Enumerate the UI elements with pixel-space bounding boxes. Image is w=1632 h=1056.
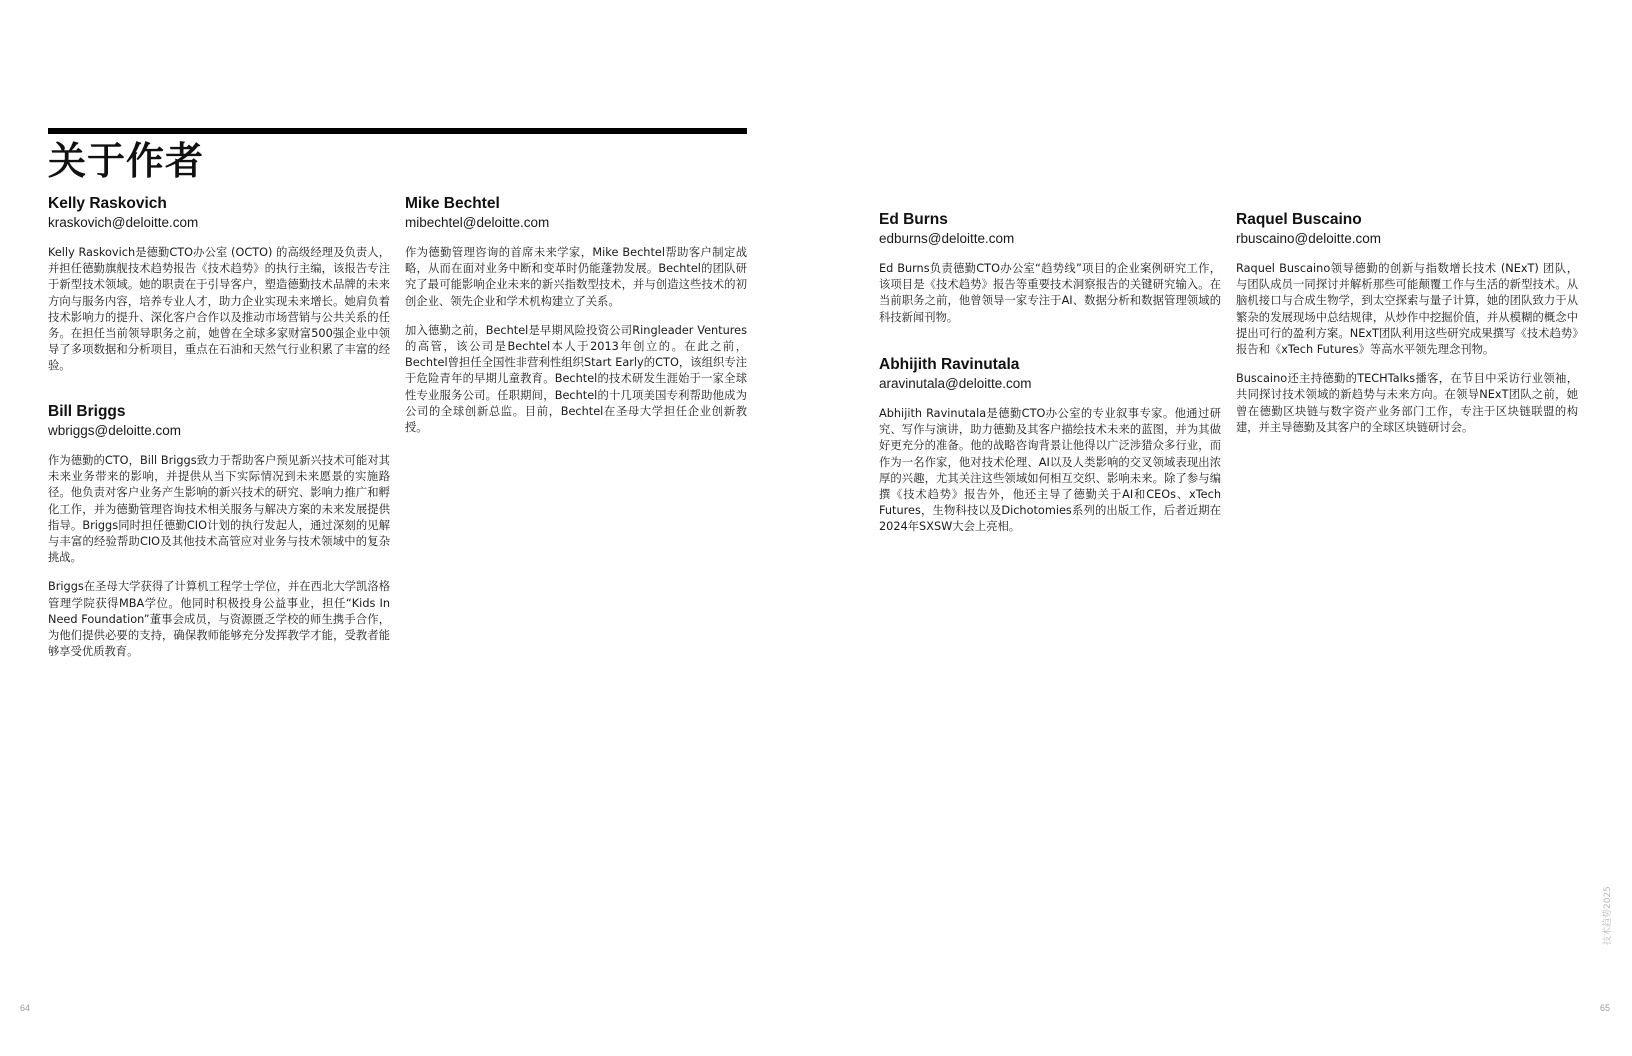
author-email[interactable]: rbuscaino@deloitte.com: [1236, 231, 1382, 246]
author-bio: 加入德勤之前，Bechtel是早期风险投资公司Ringleader Ventures的高管，该公司是Bechtel本人于2013年创立的。在此之前，Bechtel曾担任全国性非营利性组织Start Early的CTO，该组织专注于危险青年的早期儿童教育。Bechtel的技术研发生涯始于一家全球性专业服务公司。任职期间，Bechtel的十几项美国专利帮助他成为公司的全球创新总监。目前，Bechtel在圣母大学担任企业创新教授。: [405, 323, 747, 435]
author-bio: Kelly Raskovich是德勤CTO办公室 (OCTO) 的高级经理及负责人，并担任德勤旗舰技术趋势报告《技术趋势》的执行主编，该报告专注于新型技术领域。她的职责在于引导客户，塑造德勤技术品牌的未来方向与服务内容，培养专业人才，助力企业实现未来增长。她肩负着技术影响力的提升、深化客户合作以及推动市场营销与公共关系的任务。在担任当前领导职务之前，她曾在全球多家财富500强企业中领导了多项数据和分析项目，重点在石油和天然气行业积累了丰富的经验。: [48, 246, 390, 373]
author-abhijith-ravinutala: [879, 355, 1221, 549]
author-bio: Ed Burns负责德勤CTO办公室“趋势线”项目的企业案例研究工作，该项目是《技术趋势》报告等重要技术洞察报告的关键研究输入。在当前职务之前，他曾领导一家专注于AI、数据分析和数据管理领域的科技新闻刊物。: [879, 262, 1221, 324]
author-email[interactable]: mibechtel@deloitte.com: [405, 215, 550, 230]
side-running-label: 技术趋势2025: [1603, 886, 1613, 945]
author-raquel-buscaino: [1236, 210, 1578, 449]
author-name: Kelly Raskovich: [48, 195, 167, 212]
author-bio: Raquel Buscaino领导德勤的创新与指数增长技术 (NExT) 团队，与团队成员一同探讨并解析那些可能颠覆工作与生活的新型技术。从脑机接口与合成生物学，到太空探索与量子计算，她的团队致力于从繁杂的发展现场中总结规律，从炒作中挖掘价值，并从模糊的概念中提出可行的盈利方案。NExT团队利用这些研究成果撰写《技术趋势》报告和《xTech Futures》等高水平领先理念刊物。: [1236, 262, 1578, 357]
author-bill-briggs: [48, 402, 390, 673]
author-email[interactable]: wbriggs@deloitte.com: [48, 423, 182, 438]
author-ed-burns: [879, 210, 1221, 339]
author-bio: Buscaino还主持德勤的TECHTalks播客，在节目中采访行业领袖，共同探讨技术领域的新趋势与未来方向。在领导NExT团队之前，她曾在德勤区块链与数字资产业务部门工作，专注于区块链联盟的构建，并主导德勤及其客户的全球区块链研讨会。: [1236, 372, 1578, 434]
author-name: Bill Briggs: [48, 403, 126, 420]
author-email[interactable]: edburns@deloitte.com: [879, 231, 1015, 246]
title-rule: [48, 128, 747, 134]
author-name: Mike Bechtel: [405, 195, 500, 212]
author-bio: Briggs在圣母大学获得了计算机工程学士学位，并在西北大学凯洛格管理学院获得MBA学位。他同时积极投身公益事业，担任“Kids In Need Foundation”董事会成员，与资源匮乏学校的师生携手合作，为他们提供必要的支持，确保教师能够充分发挥教学才能，受教者能够享受优质教育。: [48, 580, 390, 659]
left-page-number: 64: [20, 1003, 31, 1013]
author-bio: Abhijith Ravinutala是德勤CTO办公室的专业叙事专家。他通过研究、写作与演讲，助力德勤及其客户描绘技术未来的蓝图，并为其做好更充分的准备。他的战略咨询背景让他得以广泛涉猎众多行业，而作为一名作家，他对技术伦理、AI以及人类影响的交叉领域表现出浓厚的兴趣，尤其关注这些领域如何相互交织、影响未来。除了参与编撰《技术趋势》报告外，他还主导了德勤关于AI和CEOs、xTech Futures，生物科技以及Dichotomies系列的出版工作，后者近期在2024年SXSW大会上亮相。: [879, 407, 1221, 534]
author-email[interactable]: kraskovich@deloitte.com: [48, 215, 199, 230]
author-email[interactable]: aravinutala@deloitte.com: [879, 376, 1032, 391]
author-name: Ed Burns: [879, 211, 948, 228]
right-page-number: 65: [1600, 1003, 1611, 1013]
author-bio: 作为德勤的CTO，Bill Briggs致力于帮助客户预见新兴技术可能对其未来业务带来的影响，并提供从当下实际情况到未来愿景的实施路径。他负责对客户业务产生影响的新兴技术的研究、影响力推广和孵化工作，并为德勤管理咨询技术相关服务与解决方案的未来发展提供指导。Briggs同时担任德勤CIO计划的执行发起人，通过深刻的见解与丰富的经验帮助CIO及其他技术高管应对业务与技术领域中的复杂挑战。: [48, 454, 390, 565]
author-name: Raquel Buscaino: [1236, 211, 1362, 228]
author-bio: 作为德勤管理咨询的首席未来学家，Mike Bechtel帮助客户制定战略，从而在面对业务中断和变革时仍能蓬勃发展。Bechtel的团队研究了最可能影响企业未来的新兴指数型技术，并与创造这些技术的初创企业、领先企业和学术机构建立了关系。: [405, 246, 747, 308]
page-title: 关于作者: [48, 139, 205, 183]
author-kelly-raskovich: [48, 194, 390, 388]
author-mike-bechtel: [405, 194, 747, 449]
author-name: Abhijith Ravinutala: [879, 356, 1020, 373]
